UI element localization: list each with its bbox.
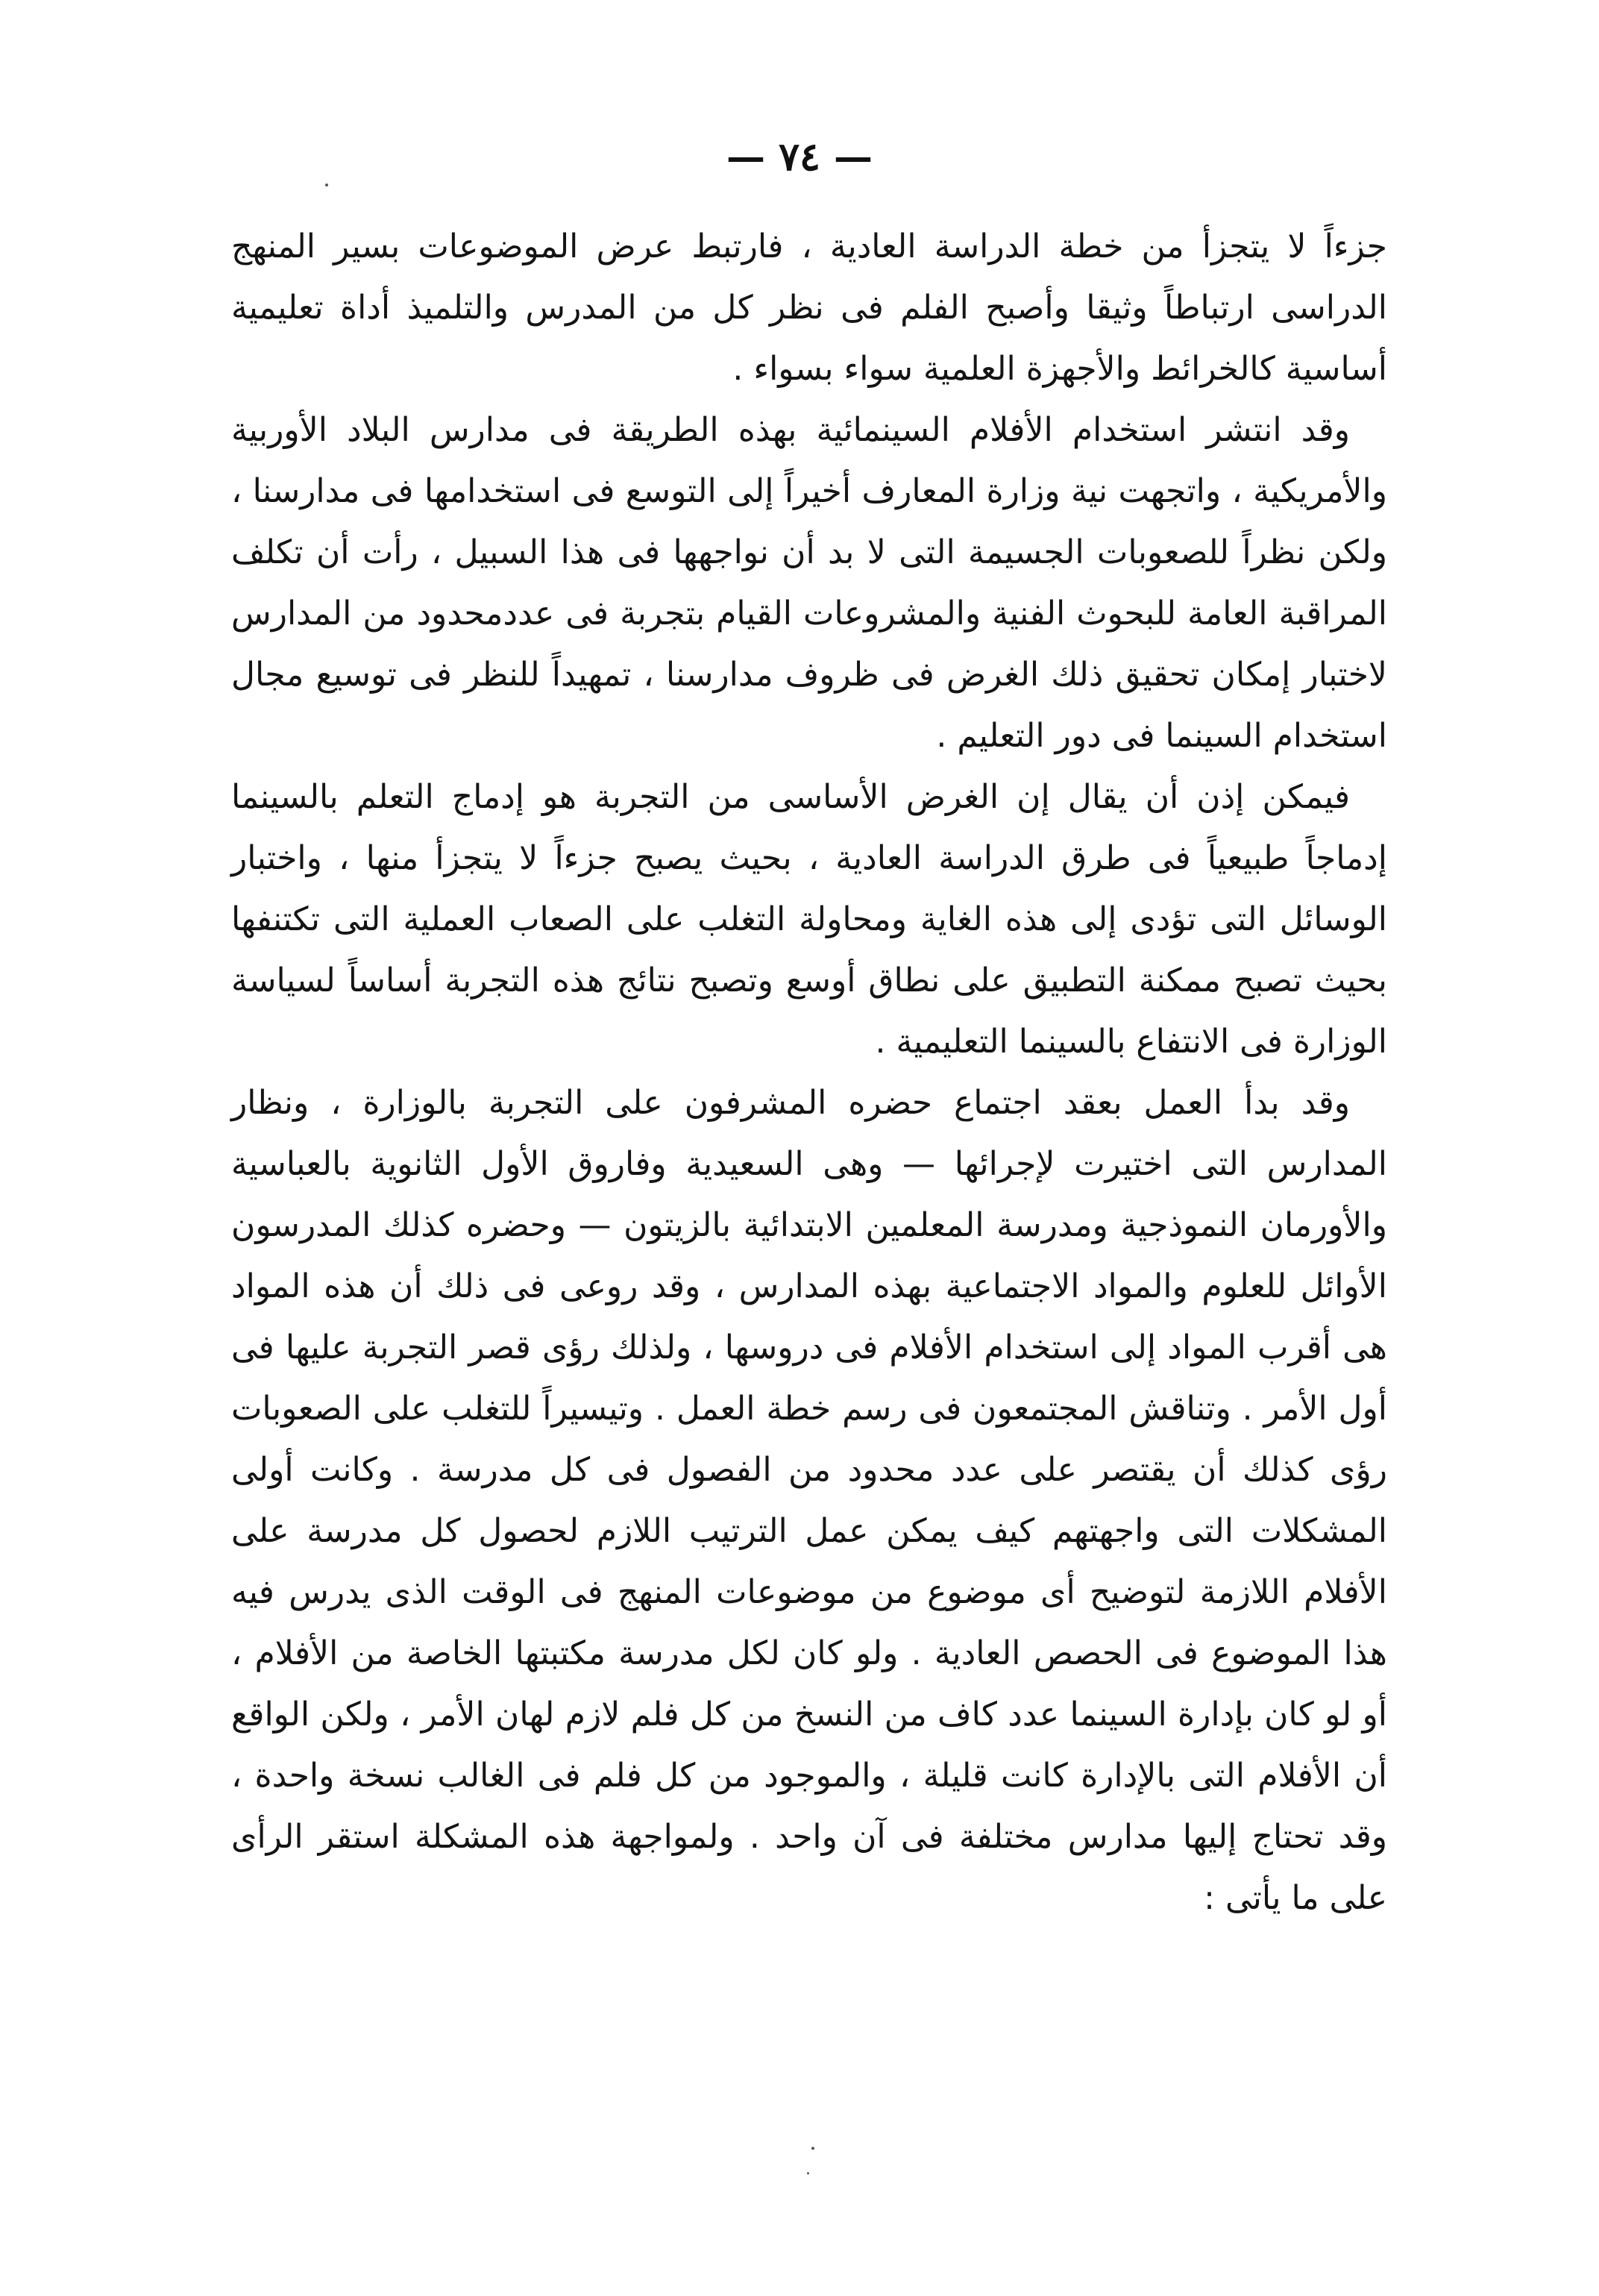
page-number: — ٧٤ — [726, 134, 873, 180]
paragraph-4: وقد بدأ العمل بعقد اجتماع حضره المشرفون على التجربة بالوزارة ، ونظار المدارس التى اختيرت لإجرائها — وهى السعيدية وفاروق الأول الثانوية بالعباسية والأورمان النموذجية ومدرسة المعلمين الابتدائية بالزيتون — وحضره كذلك المدرسون الأوائل للعلوم والمواد الاجتماعية بهذه المدارس ، وقد روعى فى ذلك أن هذه المواد هى أقرب المواد إلى استخدام الأفلام فى دروسها ، ولذلك رؤى قصر التجربة عليها فى أول الأمر . وتناقش المجتمعون فى رسم خطة العمل . وتيسيراً للتغلب على الصعوبات رؤى كذلك أن يقتصر على عدد محدود من الفصول فى كل مدرسة . وكانت أولى المشكلات التى واجهتهم كيف يمكن عمل الترتيب اللازم لحصول كل مدرسة على الأفلام اللازمة لتوضيح أى موضوع من موضوعات المنهج فى الوقت الذى يدرس فيه هذا الموضوع فى الحصص العادية . ولو كان لكل مدرسة مكتبتها الخاصة من الأفلام ، أو لو كان بإدارة السينما عدد كاف من النسخ من كل فلم لازم لهان الأمر ، ولكن الواقع أن الأفلام التى بالإدارة كانت قليلة ، والموجود من كل فلم فى الغالب نسخة واحدة ، وقد تحتاج إليها مدارس مختلفة فى آن واحد . ولمواجهة هذه المشكلة استقر الرأى على ما يأتى : [231, 1084, 1387, 1917]
paragraph-3: فيمكن إذن أن يقال إن الغرض الأساسى من التجربة هو إدماج التعلم بالسينما إدماجاً طبيعياً فى طرق الدراسة العادية ، بحيث يصبح جزءاً لا يتجزأ منها ، واختبار الوسائل التى تؤدى إلى هذه الغاية ومحاولة التغلب على الصعاب العملية التى تكتنفها بحيث تصبح ممكنة التطبيق على نطاق أوسع وتصبح نتائج هذه التجربة أساساً لسياسة الوزارة فى الانتفاع بالسينما التعليمية . [231, 778, 1387, 1061]
paragraph-1: جزءاً لا يتجزأ من خطة الدراسة العادية ، فارتبط عرض الموضوعات بسير المنهج الدراسى ارتباطاً وثيقا وأصبح الفلم فى نظر كل من المدرس والتلميذ أداة تعليمية أساسية كالخرائط والأجهزة العلمية سواء بسواء . [231, 228, 1387, 388]
paragraph-2: وقد انتشر استخدام الأفلام السينمائية بهذه الطريقة فى مدارس البلاد الأوربية والأمريكية ، واتجهت نية وزارة المعارف أخيراً إلى التوسع فى استخدامها فى مدارسنا ، ولكن نظراً للصعوبات الجسيمة التى لا بد أن نواجهها فى هذا السبيل ، رأت أن تكلف المراقبة العامة للبحوث الفنية والمشروعات القيام بتجربة فى عددمحدود من المدارس لاختبار إمكان تحقيق ذلك الغرض فى ظروف مدارسنا ، تمهيداً للنظر فى توسيع مجال استخدام السينما فى دور التعليم . [231, 411, 1387, 755]
print-speck [325, 184, 328, 186]
body-text [231, 216, 1387, 1929]
print-speck [811, 2147, 814, 2150]
print-speck [807, 2172, 809, 2174]
